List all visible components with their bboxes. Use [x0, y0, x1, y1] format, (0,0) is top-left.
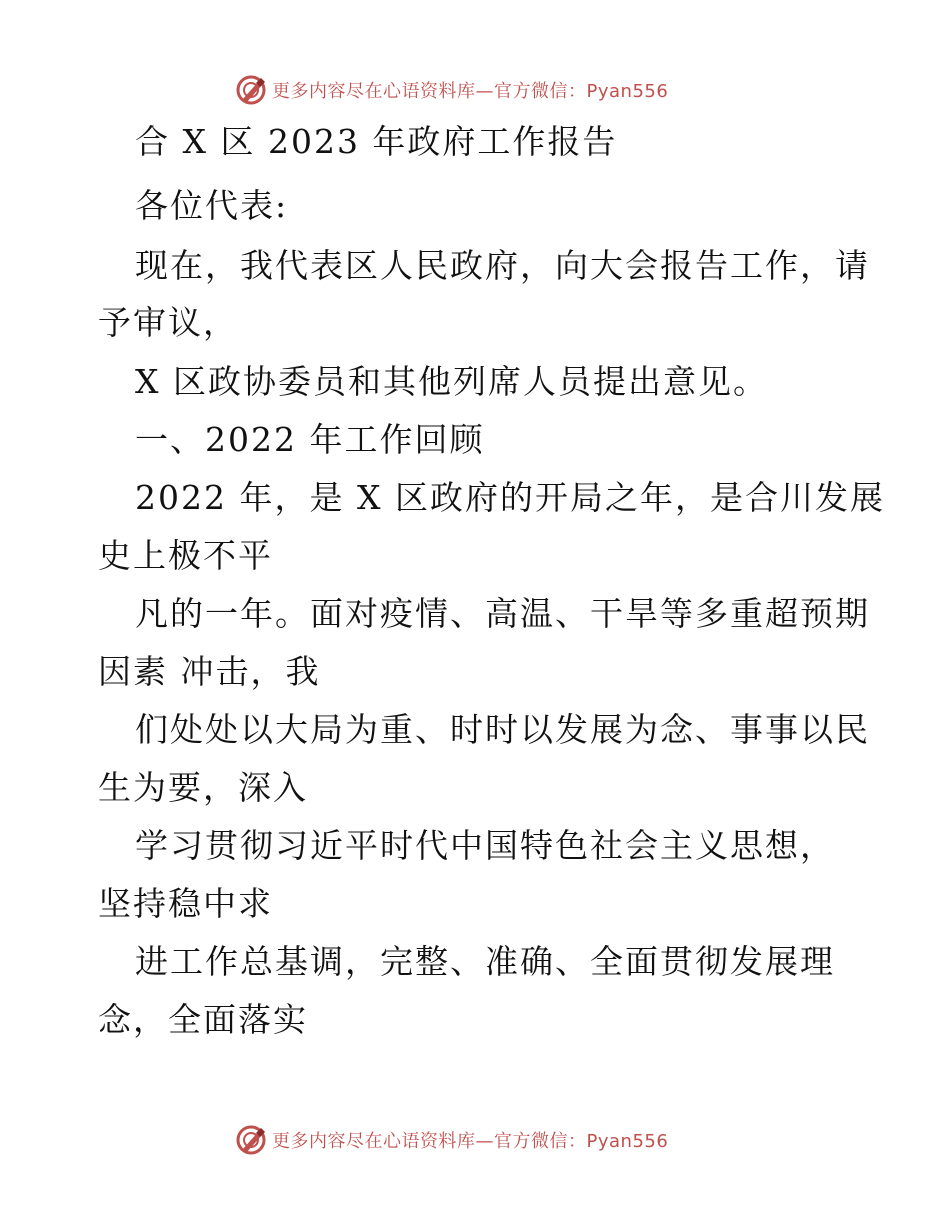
paragraph-line: 生为要，深入 [98, 768, 308, 807]
section-heading: 一、2022 年工作回顾 [135, 420, 485, 459]
watermark-text: 更多内容尽在心语资料库—官方微信：Pyan556 [272, 1131, 669, 1152]
paragraph-line: 现在，我代表区人民政府，向大会报告工作，请 [135, 246, 870, 285]
paragraph-line: 们处处以大局为重、时时以发展为念、事事以民 [135, 710, 870, 749]
pen-seal-icon [234, 73, 268, 107]
watermark-text: 更多内容尽在心语资料库—官方微信：Pyan556 [272, 81, 669, 102]
footer-watermark [234, 1122, 668, 1158]
paragraph-line: 2022 年，是 X 区政府的开局之年，是合川发展 [135, 478, 885, 517]
paragraph-line: 学习贯彻习近平时代中国特色社会主义思想， [135, 826, 835, 865]
paragraph-line: 进工作总基调，完整、准确、全面贯彻发展理 [135, 942, 835, 981]
paragraph-line: X 区政协委员和其他列席人员提出意见。 [135, 362, 768, 401]
salutation: 各位代表: [135, 186, 289, 225]
paragraph-line: 因素 冲击，我 [98, 652, 321, 691]
header-watermark [234, 72, 668, 108]
paragraph-line: 予审议， [98, 303, 238, 342]
paragraph-line: 凡的一年。面对疫情、高温、干旱等多重超预期 [135, 594, 870, 633]
paragraph-line: 念，全面落实 [98, 1000, 308, 1039]
document-title: 合 X 区 2023 年政府工作报告 [135, 122, 618, 161]
paragraph-line: 坚持稳中求 [98, 884, 273, 923]
pen-seal-icon [234, 1123, 268, 1157]
paragraph-line: 史上极不平 [98, 536, 273, 575]
